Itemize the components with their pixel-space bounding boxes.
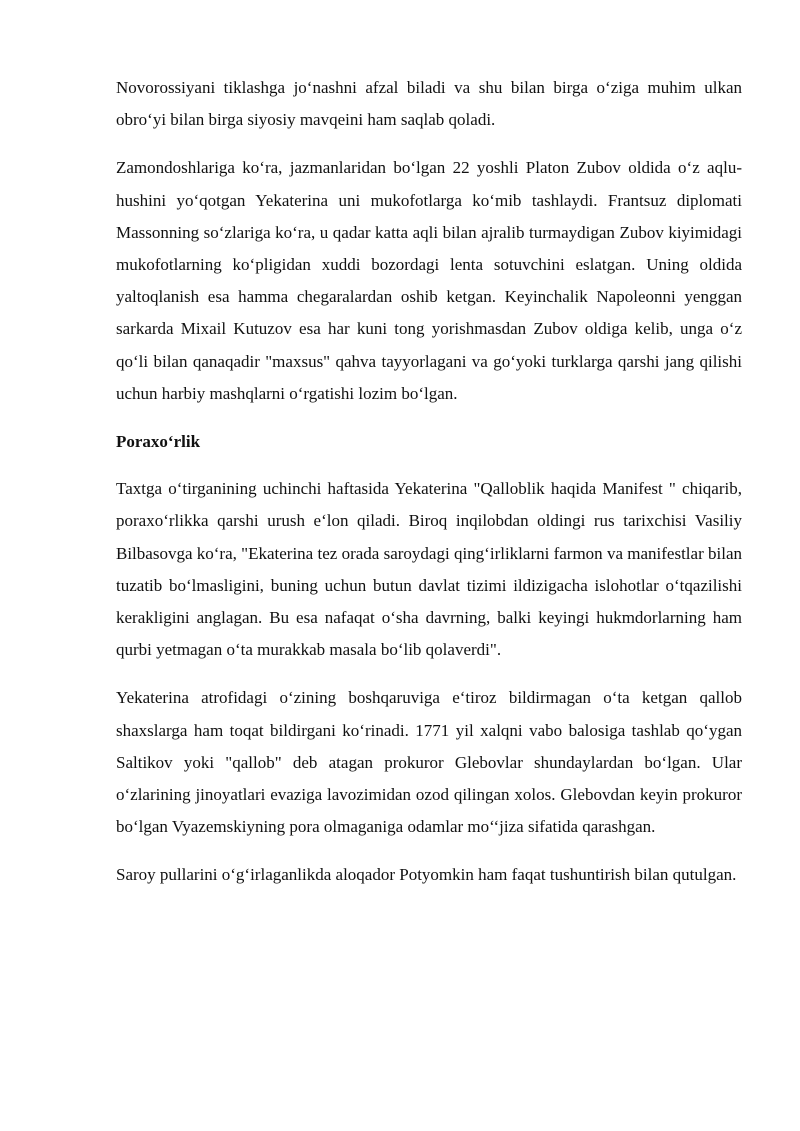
paragraph-manifest: Taxtga o‘tirganining uchinchi haftasida Yekaterina "Qalloblik haqida Manifest " chiqarib, poraxo‘rlikka qarshi urush e‘lon qiladi. Biroq inqilobdan oldingi rus tarixchisi Vasiliy Bilbasovga ko‘ra, "Ekaterina tez orada saroydagi qing‘irliklarni farmon va manifestlar bilan tuzatib bo‘lmasligini, buning uchun butun davlat tizimi ildizigacha islohotlar o‘tqazilishi kerakligini anglagan. Bu esa nafaqat o‘sha davrning, balki keyingi hukmdorlarning ham qurbi yetmagan o‘ta murakkab masala bo‘lib qolaverdi". (116, 479, 742, 660)
document-page (116, 72, 742, 908)
section-heading: Poraxo‘rlik (116, 432, 201, 452)
paragraph-potyomkin: Saroy pullarini o‘g‘irlaganlikda aloqador Potyomkin ham faqat tushuntirish bilan qutulgan. (116, 865, 737, 885)
paragraph-novorossiya: Novorossiyani tiklashga jo‘nashni afzal biladi va shu bilan birga o‘ziga muhim ulkan obro‘yi bilan birga siyosiy mavqeini ham saqlab qoladi. (116, 78, 742, 130)
paragraph-zubov: Zamondoshlariga ko‘ra, jazmanlaridan bo‘lgan 22 yoshli Platon Zubov oldida o‘z aqlu-hushini yo‘qotgan Yekaterina uni mukofotlarga ko‘mib tashlaydi. Frantsuz diplomati Massonning so‘zlariga ko‘ra, u qadar katta aqli bilan ajralib turmaydigan Zubov kiyimidagi mukofotlarning ko‘pligidan xuddi bozordagi lenta sotuvchini eslatgan. Uning oldida yaltoqlanish esa hamma chegaralardan oshib ketgan. Keyinchalik Napoleonni yenggan sarkarda Mixail Kutuzov esa har kuni tong yorishmasdan Zubov oldiga kelib, unga o‘z qo‘li bilan qanaqadir "maxsus" qahva tayyorlagani va go‘yoki turklarga qarshi jang qilishi uchun harbiy mashqlarni o‘rgatishi lozim bo‘lgan. (116, 158, 742, 403)
paragraph-fraudsters: Yekaterina atrofidagi o‘zining boshqaruviga e‘tiroz bildirmagan o‘ta ketgan qallob shaxslarga ham toqat bildirgani ko‘rinadi. 1771 yil xalqni vabo balosiga tashlab qo‘ygan Saltikov yoki "qallob" deb atagan prokuror Glebovlar shundaylardan bo‘lgan. Ular o‘zlarining jinoyatlari evaziga lavozimidan ozod qilingan xolos. Glebovdan keyin prokuror bo‘lgan Vyazemskiyning pora olmaganiga odamlar mo‘‘jiza sifatida qarashgan. (116, 688, 742, 837)
